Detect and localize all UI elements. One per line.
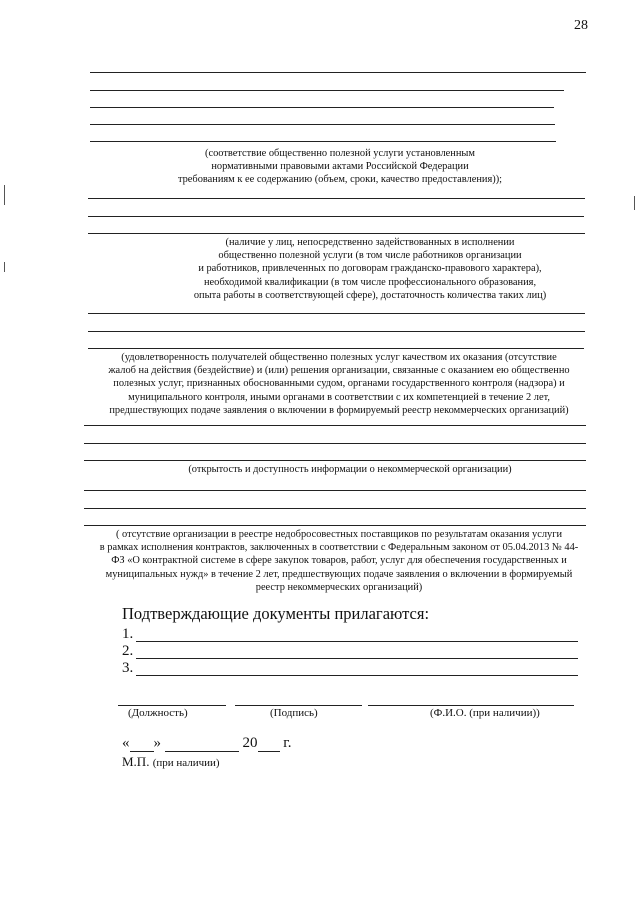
criterion-caption-openness: (открытость и доступность информации о некоммерческой организации): [188, 464, 512, 475]
fill-line[interactable]: [88, 198, 585, 199]
fill-line[interactable]: [84, 525, 586, 526]
document-item-number: 1.: [122, 626, 134, 642]
criterion-caption-satisfaction: (удовлетворенность получателей общественно полезных услуг качеством их оказания (отсутствие жалоб на действия (бездействие) и (или) решения организации, связанные с оказанием ею общественно полезных услуг, признанных обоснованными судом, органами государственного контроля (надзора) и муниципального контроля, иными органами в соответствии с их компетенцией в течение 2 лет, предшествующих подаче заявления о включении в формируемый реестр некоммерческих организаций): [108, 352, 570, 416]
fill-line[interactable]: [90, 124, 555, 125]
document-item-field[interactable]: [136, 675, 578, 676]
seal-note: (при наличии): [152, 757, 220, 769]
position-label: (Должность): [128, 707, 188, 719]
date-open-quote: «: [122, 735, 130, 751]
page-number: 28: [574, 18, 588, 33]
document-item-field[interactable]: [136, 658, 578, 659]
day-field[interactable]: [130, 737, 154, 752]
fill-line[interactable]: [90, 72, 586, 73]
date-row: [122, 735, 291, 752]
year-prefix: 20: [242, 735, 258, 751]
scan-mark: [634, 196, 635, 210]
name-label: (Ф.И.О. (при наличии)): [430, 707, 540, 719]
document-item-number: 2.: [122, 643, 134, 659]
scan-mark: [4, 185, 5, 205]
fill-line[interactable]: [90, 107, 554, 108]
criterion-caption-registry: ( отсутствие организации в реестре недобросовестных поставщиков по результатам оказания услуги в рамках исполнения контрактов, заключенных в соответствии с Федеральным законом от 05.04.2013 № 44- ФЗ «О контрактной системе в сфере закупок товаров, работ, услуг для обеспечения государственных и муниципальных нужд» в течение 2 лет, предшествующих подаче заявления о включении в формируемый реестр некоммерческих организаций): [99, 529, 579, 593]
fill-line[interactable]: [88, 331, 585, 332]
signature-label: (Подпись): [270, 707, 318, 719]
document-item-number: 3.: [122, 660, 134, 676]
name-field[interactable]: [368, 705, 574, 706]
scan-mark: [4, 262, 5, 272]
fill-line[interactable]: [84, 490, 586, 491]
fill-line[interactable]: [88, 233, 585, 234]
year-suffix: г.: [283, 735, 292, 751]
fill-line[interactable]: [90, 90, 564, 91]
fill-line[interactable]: [84, 425, 586, 426]
criterion-caption-qualification: (наличие у лиц, непосредственно задействованных в исполнении общественно полезной услуги (в том числе работников организации и работников, привлеченных по договорам гражданско-правового характера), необходимой квалификации (в том числе профессионального образования, опыта работы в соответствующей сфере), достаточность количества таких лиц): [193, 237, 547, 301]
fill-line[interactable]: [88, 216, 584, 217]
document-item-field[interactable]: [136, 641, 578, 642]
fill-line[interactable]: [88, 313, 585, 314]
seal-label: [122, 754, 220, 770]
year-field[interactable]: [258, 737, 280, 752]
month-field[interactable]: [165, 737, 239, 752]
fill-line[interactable]: [84, 508, 586, 509]
fill-line[interactable]: [90, 141, 556, 142]
documents-heading: Подтверждающие документы прилагаются:: [122, 604, 430, 623]
date-close-quote: »: [153, 735, 161, 751]
fill-line[interactable]: [84, 443, 586, 444]
fill-line[interactable]: [84, 460, 586, 461]
position-field[interactable]: [118, 705, 226, 706]
fill-line[interactable]: [88, 348, 584, 349]
signature-field[interactable]: [235, 705, 362, 706]
seal-abbreviation: М.П.: [122, 754, 150, 769]
criterion-caption-content: (соответствие общественно полезной услуги установленным нормативными правовыми актами Российской Федерации требованиям к ее содержанию (объем, сроки, качество предоставления));: [177, 148, 503, 186]
